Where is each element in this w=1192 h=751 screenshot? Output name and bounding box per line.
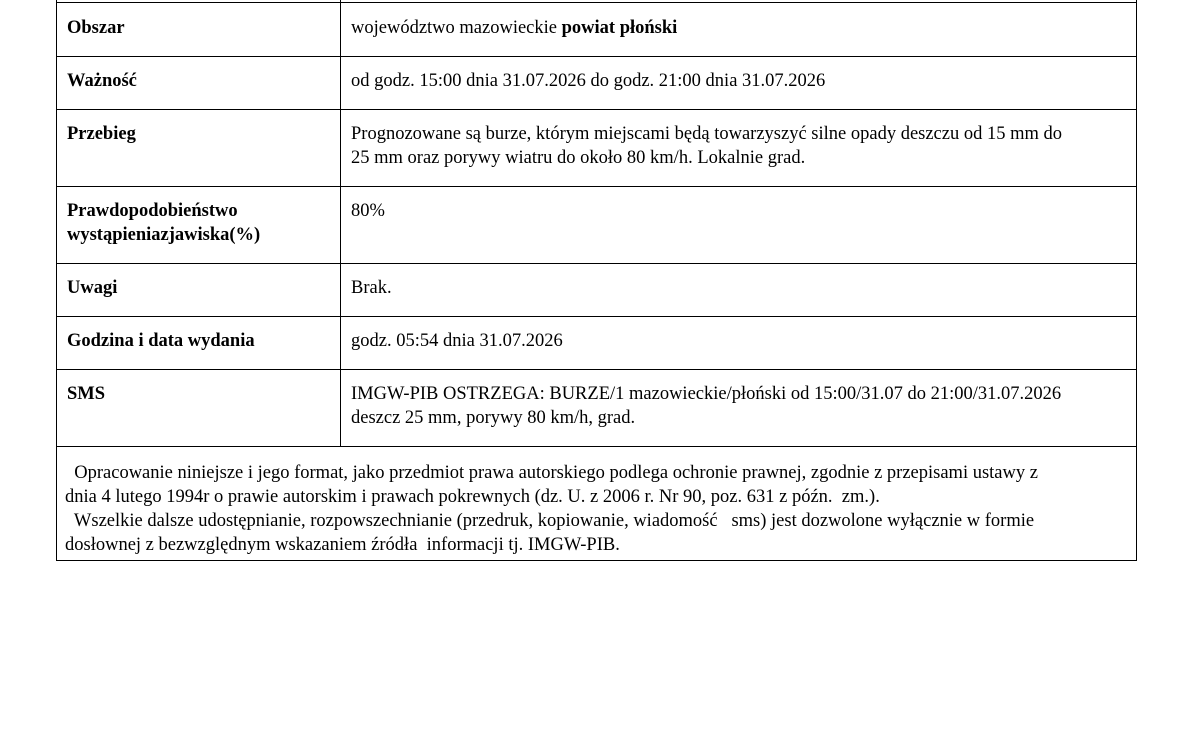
- label-godzina: Godzina i data wydania: [57, 317, 341, 370]
- warning-table: [56, 0, 1137, 561]
- value-przebieg: [341, 110, 1137, 187]
- value-godzina: godz. 05:54 dnia 31.07.2026: [341, 317, 1137, 370]
- value-przebieg-line: Prognozowane są burze, którym miejscami będą towarzyszyć silne opady deszczu od 15 mm do: [351, 124, 1063, 144]
- value-obszar-powiat: powiat płoński: [561, 18, 678, 38]
- label-przebieg: Przebieg: [57, 110, 341, 187]
- table-row: [57, 317, 1137, 370]
- label-obszar: Obszar: [57, 3, 341, 57]
- label-prawdopodobienstwo: [57, 187, 341, 264]
- value-waznosc: od godz. 15:00 dnia 31.07.2026 do godz. 21:00 dnia 31.07.2026: [341, 57, 1137, 110]
- value-uwagi: Brak.: [341, 264, 1137, 317]
- copyright-note: [57, 447, 1137, 561]
- copyright-note-line: Opracowanie niniejsze i jego format, jako przedmiot prawa autorskiego podlega ochronie prawnej, zgodnie z przepisami ustawy z: [65, 463, 1038, 483]
- label-prawdopodobienstwo-line: Prawdopodobieństwo: [67, 201, 238, 221]
- label-sms: SMS: [57, 370, 341, 447]
- table-row: [57, 57, 1137, 110]
- value-sms: [341, 370, 1137, 447]
- table-row: [57, 264, 1137, 317]
- table-row: [57, 3, 1137, 57]
- value-obszar: [341, 3, 1137, 57]
- copyright-note-line: dnia 4 lutego 1994r o prawie autorskim i prawach pokrewnych (dz. U. z 2006 r. Nr 90, poz. 631 z późn. zm.).: [65, 487, 880, 507]
- label-prawdopodobienstwo-line: wystąpieniazjawiska(%): [67, 225, 261, 245]
- label-uwagi: Uwagi: [57, 264, 341, 317]
- value-obszar-prefix: województwo mazowieckie: [351, 18, 562, 38]
- table-row: [57, 110, 1137, 187]
- table-row: [57, 187, 1137, 264]
- table-row-note: [57, 447, 1137, 561]
- value-przebieg-line: 25 mm oraz porywy wiatru do około 80 km/h. Lokalnie grad.: [351, 148, 806, 168]
- value-sms-line: deszcz 25 mm, porywy 80 km/h, grad.: [351, 408, 636, 428]
- value-prawdopodobienstwo: 80%: [341, 187, 1137, 264]
- copyright-note-line: dosłownej z bezwzględnym wskazaniem źródła informacji tj. IMGW-PIB.: [65, 535, 620, 555]
- label-waznosc: Ważność: [57, 57, 341, 110]
- table-row: [57, 370, 1137, 447]
- value-sms-line: IMGW-PIB OSTRZEGA: BURZE/1 mazowieckie/płoński od 15:00/31.07 do 21:00/31.07.2026: [351, 384, 1062, 404]
- copyright-note-line: Wszelkie dalsze udostępnianie, rozpowszechnianie (przedruk, kopiowanie, wiadomość sms) jest dozwolone wyłącznie w formie: [65, 511, 1035, 531]
